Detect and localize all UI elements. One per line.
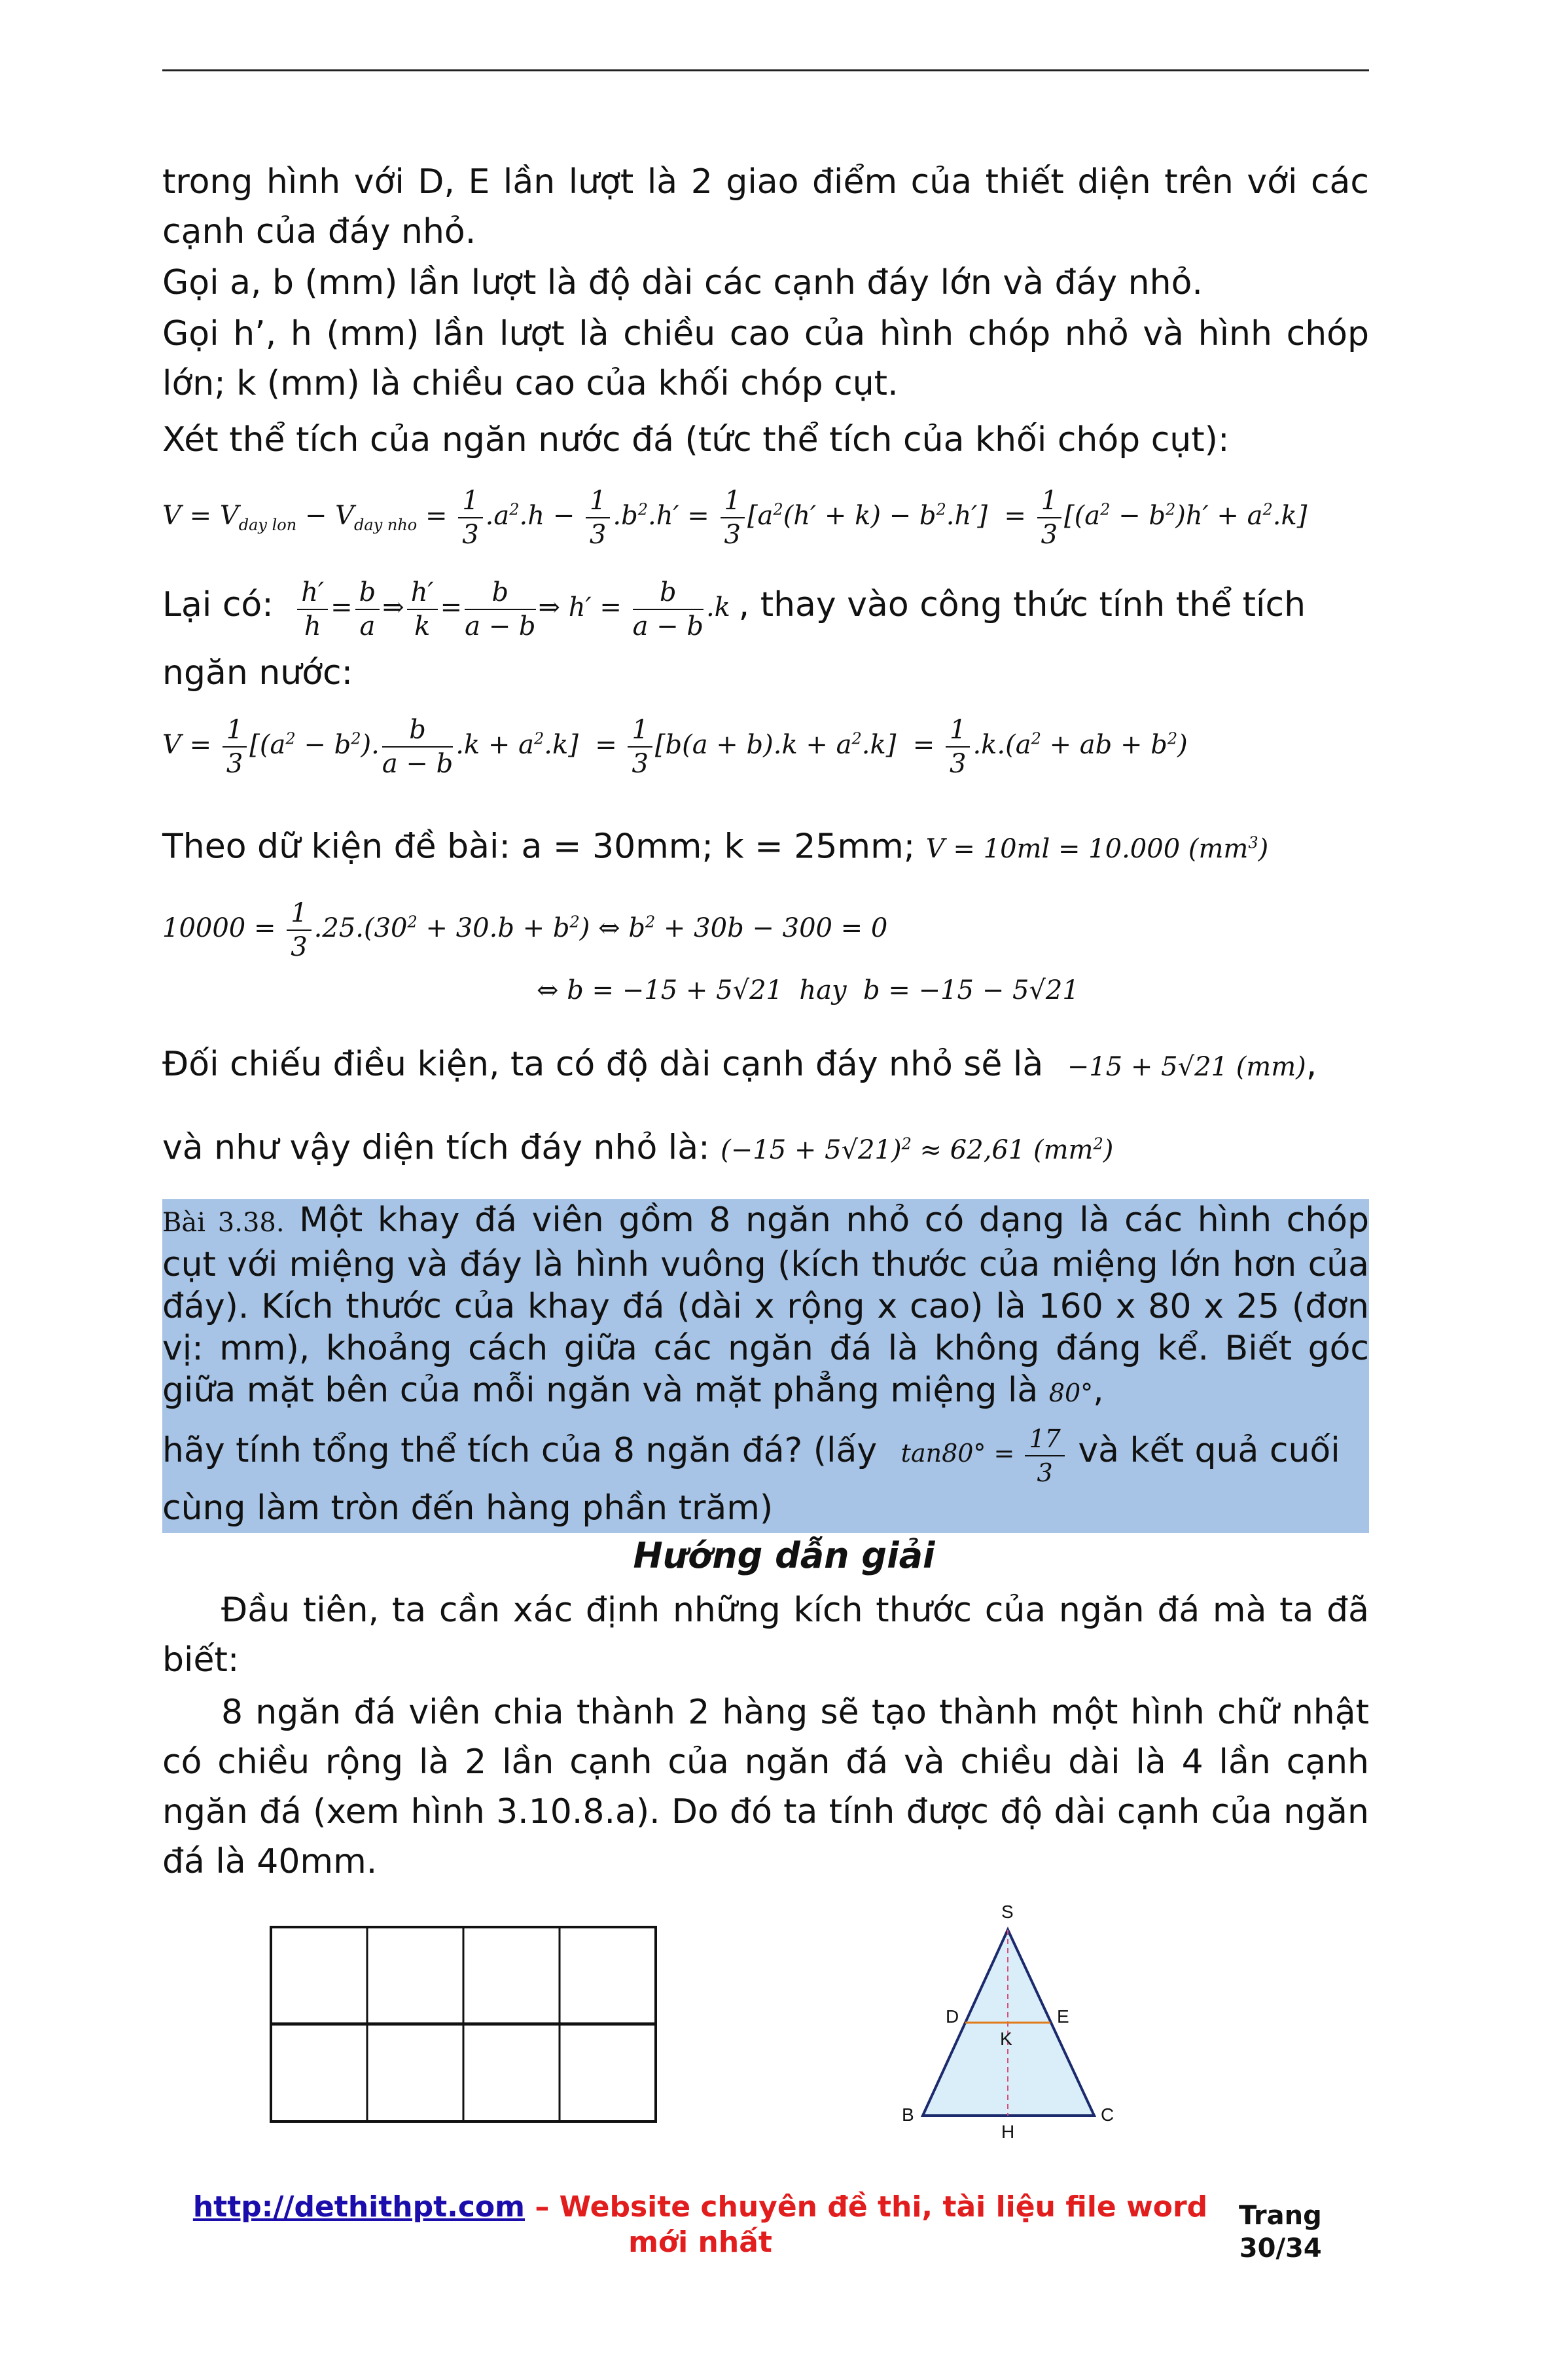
tray-grid-figure <box>268 1924 661 2127</box>
text: , thay vào công thức tính thể tích <box>738 585 1306 624</box>
text: và như vậy diện tích đáy nhỏ là: <box>162 1128 710 1168</box>
formula-v-value: V = 10ml = 10.000 $(mm^3)$ <box>925 834 1269 865</box>
paragraph: trong hình với D, E lần lượt là 2 giao điểm của thiết diện trên với các cạnh của đáy nhỏ. <box>162 162 1369 251</box>
exercise-label: Bài 3.38. <box>162 1208 285 1238</box>
label-s: S <box>1001 1902 1014 1922</box>
formula-volume: $V = V_{day lon} - V_{day nho}$ = $\frac{1}{3}$ $.a^2.h$ − $\frac{1}{3}$ $.b^2.h'$ = $\frac{1}{3}$ $[a^2(h' + k) - b^2.h']$ = $\frac{1}{3}$ $[(a^2 - b^2)h' + a^2.k]$ <box>162 486 1308 550</box>
text: hãy tính tổng thể tích của 8 ngăn đá? (lấy <box>162 1431 878 1470</box>
formula-angle: 80° <box>1048 1379 1094 1407</box>
solution-title: Hướng dẫn giải <box>633 1535 935 1576</box>
label-d: D <box>946 2006 959 2027</box>
header-rule <box>162 69 1369 71</box>
text: Theo dữ kiện đề bài: a = 30mm; k = 25mm; <box>162 827 916 867</box>
paragraph-side <box>162 1039 1369 1092</box>
label-h: H <box>1001 2121 1015 2140</box>
text: Một khay đá viên gồm 8 ngăn nhỏ có dạng là các hình chóp cụt với miệng và đáy là hình vuông (kích thước của miệng lớn hơn của đáy). Kích thước của khay đá (dài x rộng x cao) là 160 x 80 x 25 (đơn vị: mm), khoảng cách giữa các ngăn đá là không đáng kể. Biết góc giữa mặt bên của mỗi ngăn và mặt phẳng miệng là <box>162 1201 1370 1410</box>
paragraph: Xét thể tích của ngăn nước đá (tức thể tích của khối chóp cụt): <box>162 420 1230 460</box>
pyramid-section-figure <box>890 1892 1139 2140</box>
page-number <box>1239 2199 1322 2265</box>
paragraph: ngăn nước: <box>162 653 353 693</box>
page-value: 30/34 <box>1239 2233 1322 2264</box>
label-e: E <box>1057 2006 1069 2027</box>
formula-ratio: $\frac{h'}{h}$ = $\frac{b}{a}$ ⇒ $\frac{h'}{k}$ = $\frac{b}{a - b}$ ⇒ h′ = $\frac{b}{a - b}$ .k <box>294 592 738 623</box>
text: , <box>1306 1045 1317 1084</box>
exercise-text-3: cùng làm tròn đến hàng phần trăm) <box>162 1489 774 1528</box>
text: Đối chiếu điều kiện, ta có độ dài cạnh đáy nhỏ sẽ là <box>162 1045 1044 1084</box>
paragraph: 8 ngăn đá viên chia thành 2 hàng sẽ tạo thành một hình chữ nhật có chiều rộng là 2 lần cạnh của ngăn đá và chiều dài là 4 lần cạnh ngăn đá (xem hình 3.10.8.a). Do đó ta tính được độ dài cạnh của ngăn đá là 40mm. <box>162 1693 1369 1881</box>
formula-eq2: ⇔ b = −15 + 5√21 hay b = −15 − 5√21 <box>537 975 1079 1005</box>
formula-eq1: 10000 = $\frac{1}{3}$ $.25.(30^2 + 30.b + b^2)$ ⇔ $b^2 + 30b - 300 = 0$ <box>162 898 888 962</box>
paragraph: Gọi a, b (mm) lần lượt là độ dài các cạnh đáy lớn và đáy nhỏ. <box>162 263 1203 302</box>
paragraph-area <box>162 1119 1369 1175</box>
exercise-text: Bài 3.38. Một khay đá viên gồm 8 ngăn nhỏ có dạng là các hình chóp cụt với miệng và đáy là hình vuông (kích thước của miệng lớn hơn của đáy). Kích thước của khay đá (dài x rộng x cao) là 160 x 80 x 25 (đơn vị: mm), khoảng cách giữa các ngăn đá là không đáng kể. Biết góc giữa mặt bên của mỗi ngăn và mặt phẳng miệng là 80°, <box>162 1201 1370 1410</box>
paragraph-ratio <box>162 576 1369 643</box>
page-label: Trang <box>1239 2201 1322 2231</box>
label-k: K <box>1000 2029 1012 2049</box>
text: Lại có: <box>162 585 274 624</box>
footer-text <box>177 2190 1224 2260</box>
paragraph-data <box>162 818 1369 874</box>
label-b: B <box>902 2104 914 2125</box>
formula-volume-2: V = $\frac{1}{3}$ [$(a^2 - b^2)$. $\frac{b}{a - b}$ $.k + a^2.k$] = $\frac{1}{3}$ $[b(a + b).k + a^2.k]$ = $\frac{1}{3}$ $.k.(a^2$ + ab + $b^2$) <box>162 715 1188 779</box>
paragraph: Gọi h’, h (mm) lần lượt là chiều cao của hình chóp nhỏ và hình chóp lớn; k (mm) là chiều cao của khối chóp cụt. <box>162 314 1369 403</box>
formula-area: $(-15 + 5√21)^2 \approx 62,61$ $(mm^2)$ <box>721 1135 1114 1166</box>
formula-tan: tan80° = $\frac{17}{3}$ <box>901 1439 1067 1468</box>
text: và kết quả cuối <box>1078 1431 1340 1470</box>
paragraph: Đầu tiên, ta cần xác định những kích thước của ngăn đá mà ta đã biết: <box>162 1591 1369 1680</box>
exercise-text-2 <box>162 1420 1369 1489</box>
label-c: C <box>1101 2104 1114 2125</box>
footer-tagline: – Website chuyên đề thi, tài liệu file word mới nhất <box>525 2190 1208 2259</box>
formula-side: −15 + 5√21 (mm) <box>1067 1052 1306 1082</box>
footer-link[interactable]: http://dethithpt.com <box>192 2190 526 2224</box>
